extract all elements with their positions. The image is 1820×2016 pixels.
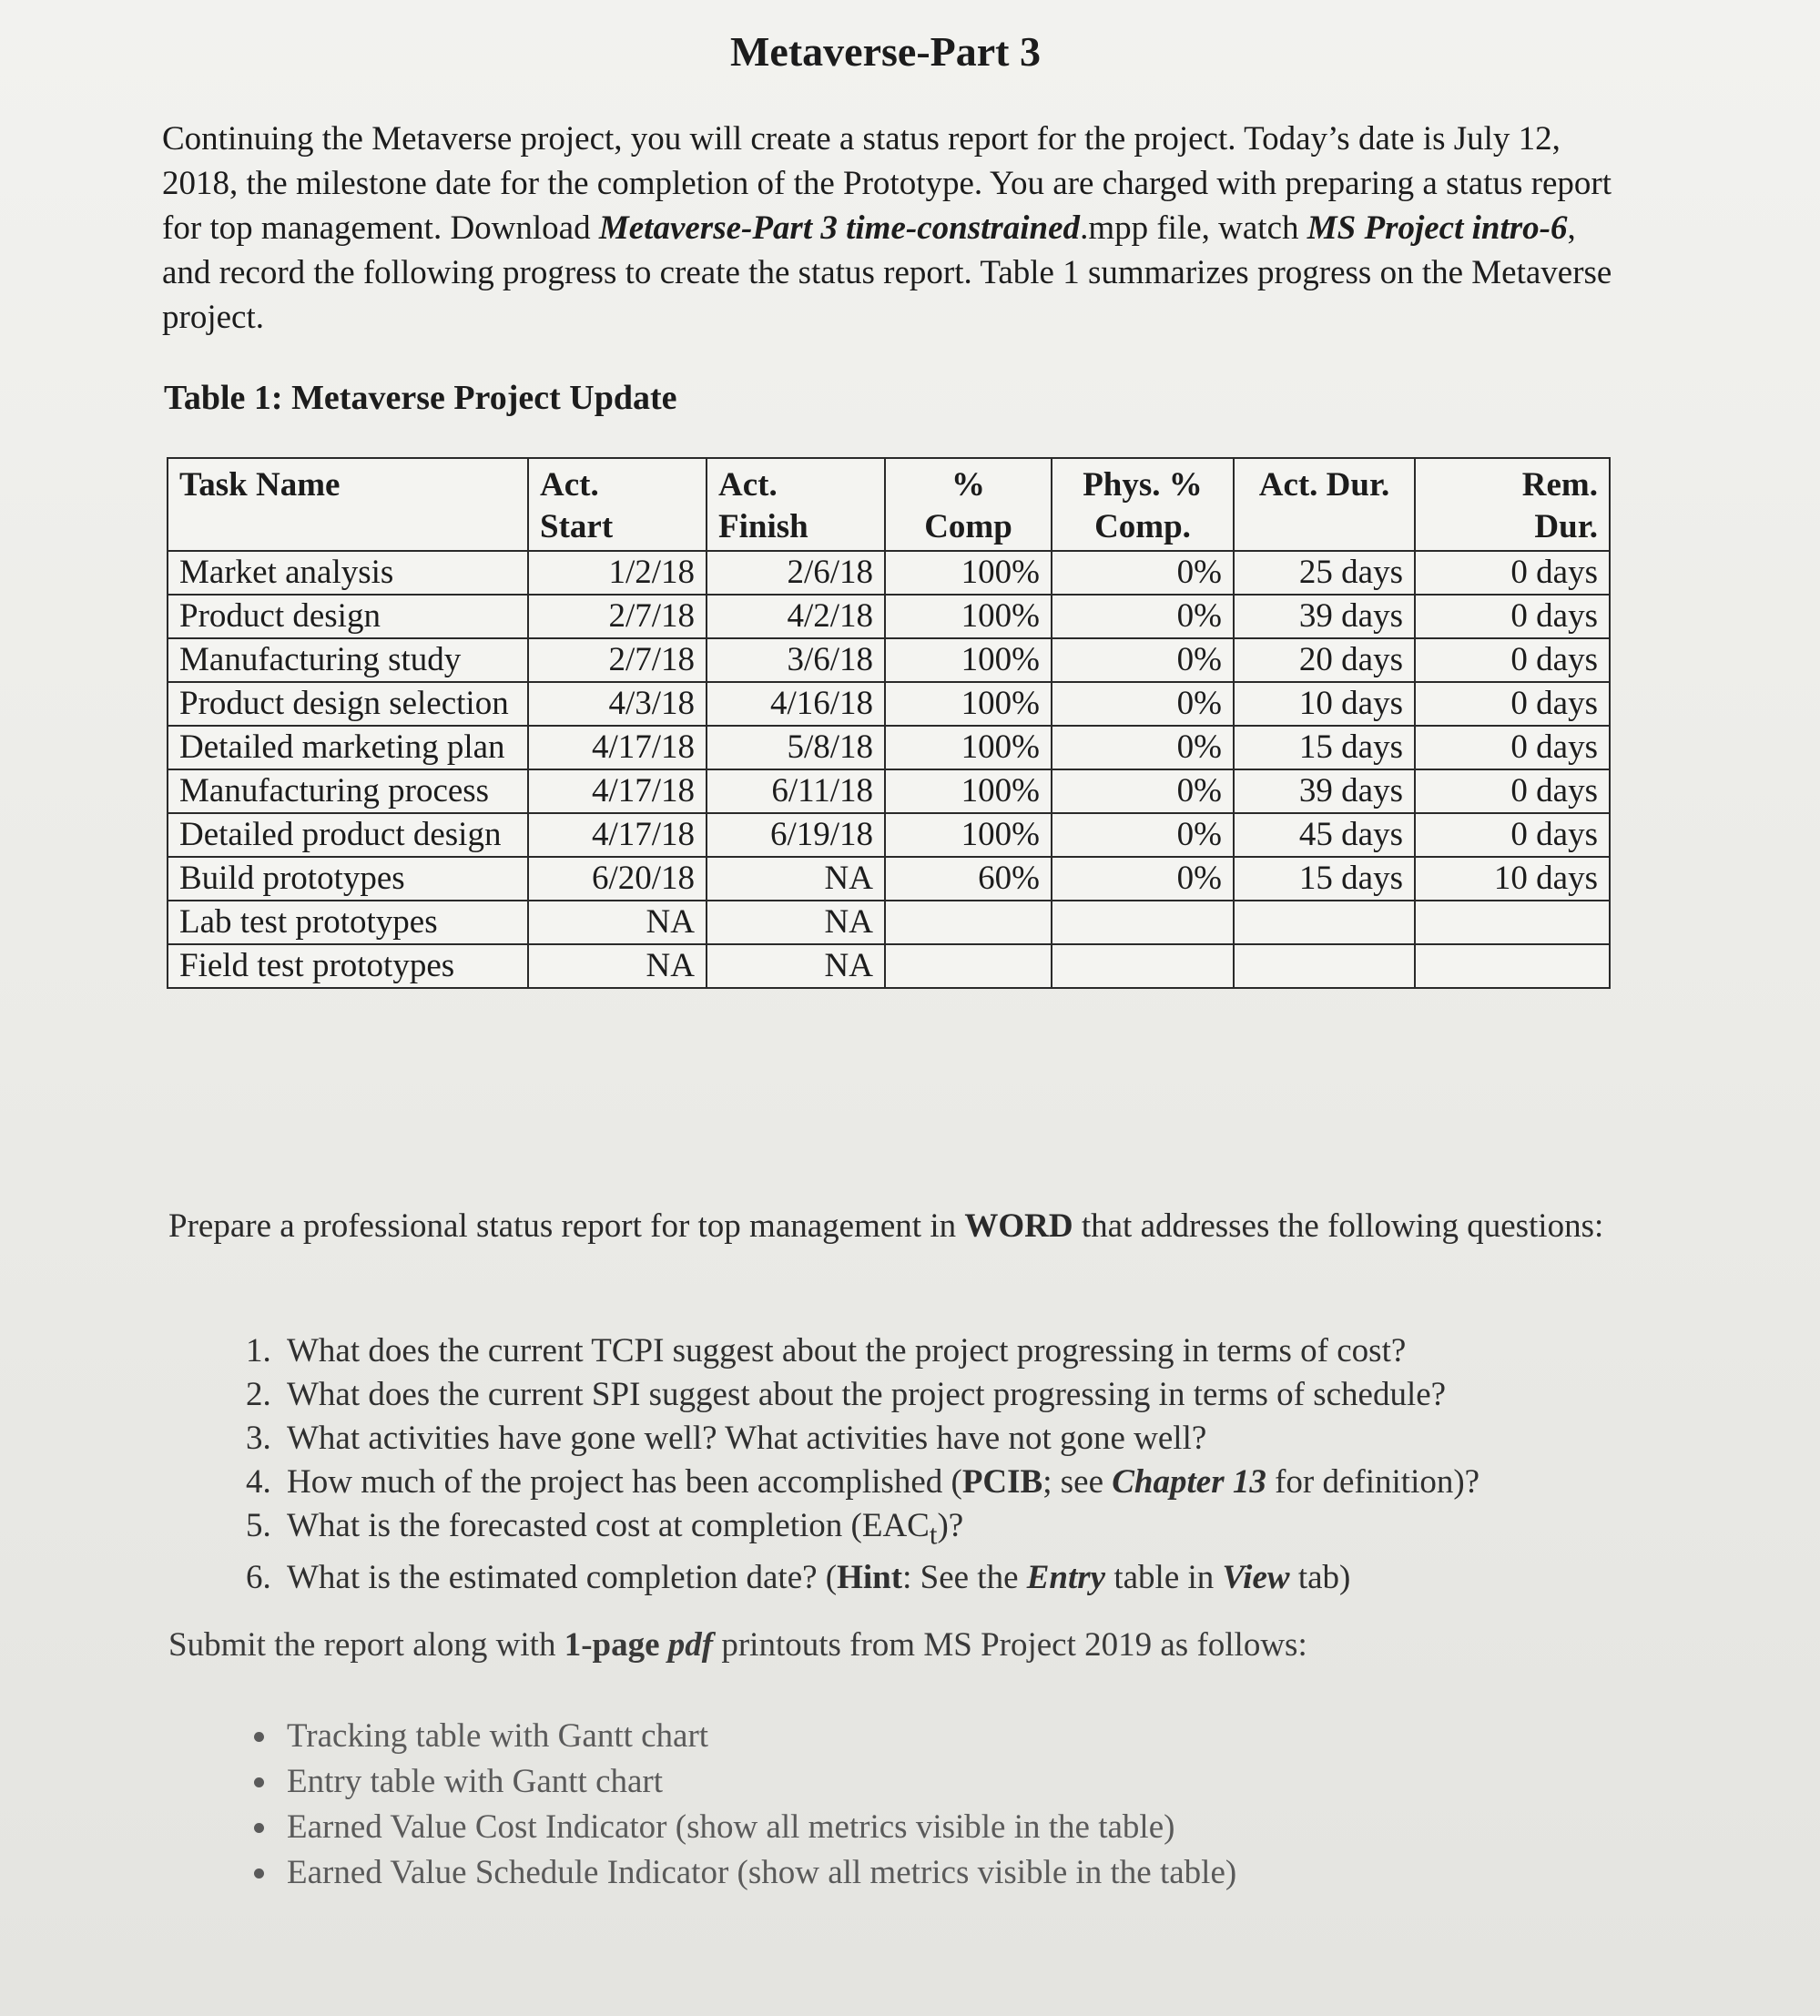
cell-rem-dur: 0 days — [1415, 595, 1610, 638]
cell-task: Field test prototypes — [168, 944, 528, 988]
cell-task: Manufacturing study — [168, 638, 528, 682]
cell-comp: 60% — [885, 857, 1052, 901]
cell-finish: 3/6/18 — [707, 638, 885, 682]
printouts-list — [214, 1714, 1700, 1896]
cell-act-dur: 25 days — [1234, 551, 1415, 595]
cell-rem-dur — [1415, 944, 1610, 988]
header-task-name: Task Name — [168, 458, 528, 551]
intro-text-1: Continuing the Metaverse project, you will create a status report for the project. Today’s date is July 12, 2018, the milestone date for the completion of the Prototype. You are charged with preparing a status report for top management. Download — [162, 120, 1612, 247]
cell-act-dur: 39 days — [1234, 595, 1415, 638]
cell-act-dur — [1234, 944, 1415, 988]
cell-act-dur — [1234, 901, 1415, 944]
cell-task: Market analysis — [168, 551, 528, 595]
question-item: 5. What is the forecasted cost at completion $(EAC_t)$? — [280, 1504, 1700, 1556]
cell-task: Detailed marketing plan — [168, 726, 528, 769]
intro-paragraph — [162, 117, 1619, 340]
cell-comp — [885, 944, 1052, 988]
question-item: 1. What does the current TCPI suggest about the project progressing in terms of cost? — [280, 1329, 1700, 1373]
printout-item: • Tracking table with Gantt chart — [280, 1714, 1700, 1759]
cell-comp: 100% — [885, 551, 1052, 595]
intro-text-3: , and record the following progress to create the status report. Table 1 summarizes progress on the Metaverse project. — [162, 209, 1612, 336]
cell-finish: 6/19/18 — [707, 813, 885, 857]
cell-finish: NA — [707, 901, 885, 944]
cell-task: Detailed product design — [168, 813, 528, 857]
cell-phys: 0% — [1052, 682, 1234, 726]
cell-task: Build prototypes — [168, 857, 528, 901]
table-row — [168, 726, 1610, 769]
cell-task: Manufacturing process — [168, 769, 528, 813]
project-update-table — [167, 457, 1611, 989]
header-act-dur: Act. Dur. — [1234, 458, 1415, 551]
cell-phys: 0% — [1052, 813, 1234, 857]
table-row — [168, 944, 1610, 988]
cell-start: 4/17/18 — [528, 813, 707, 857]
table-header-row — [168, 458, 1610, 551]
question-item: 2. What does the current SPI suggest about the project progressing in terms of schedule? — [280, 1373, 1700, 1417]
word-emphasis: WORD — [964, 1207, 1073, 1245]
table-row — [168, 551, 1610, 595]
printout-item: • Entry table with Gantt chart — [280, 1759, 1700, 1805]
cell-start: NA — [528, 944, 707, 988]
table-row — [168, 901, 1610, 944]
cell-rem-dur: 10 days — [1415, 857, 1610, 901]
cell-act-dur: 39 days — [1234, 769, 1415, 813]
cell-start: 4/17/18 — [528, 769, 707, 813]
question-item: 3. What activities have gone well? What activities have not gone well? — [280, 1417, 1700, 1461]
header-act-finish: Act. Finish — [707, 458, 885, 551]
cell-task: Product design selection — [168, 682, 528, 726]
cell-start: 1/2/18 — [528, 551, 707, 595]
question-item: 4. How much of the project has been accomplished (PCIB; see Chapter 13 for definition)? — [280, 1461, 1700, 1504]
question-item: 6. What is the estimated completion date? (Hint: See the Entry table in View tab) — [280, 1556, 1700, 1600]
cell-phys: 0% — [1052, 857, 1234, 901]
printout-item: • Earned Value Schedule Indicator (show all metrics visible in the table) — [280, 1850, 1700, 1896]
cell-rem-dur: 0 days — [1415, 813, 1610, 857]
cell-start: 2/7/18 — [528, 638, 707, 682]
cell-phys: 0% — [1052, 638, 1234, 682]
cell-finish: NA — [707, 857, 885, 901]
cell-finish: 5/8/18 — [707, 726, 885, 769]
cell-comp: 100% — [885, 769, 1052, 813]
cell-rem-dur: 0 days — [1415, 769, 1610, 813]
header-pct-comp: % Comp — [885, 458, 1052, 551]
header-phys-comp: Phys. % Comp. — [1052, 458, 1234, 551]
cell-finish: 2/6/18 — [707, 551, 885, 595]
cell-start: 6/20/18 — [528, 857, 707, 901]
cell-act-dur: 15 days — [1234, 857, 1415, 901]
cell-rem-dur: 0 days — [1415, 551, 1610, 595]
submit-paragraph: Submit the report along with 1-page pdf printouts from MS Project 2019 as follows: — [168, 1626, 1307, 1664]
cell-phys: 0% — [1052, 726, 1234, 769]
page-title: Metaverse-Part 3 — [730, 28, 1041, 75]
cell-act-dur: 20 days — [1234, 638, 1415, 682]
file-name: Metaverse-Part 3 time-constrained — [598, 209, 1081, 247]
cell-comp: 100% — [885, 638, 1052, 682]
cell-phys — [1052, 944, 1234, 988]
cell-comp: 100% — [885, 682, 1052, 726]
table-row — [168, 682, 1610, 726]
questions-list — [214, 1329, 1700, 1600]
table-caption: Table 1: Metaverse Project Update — [164, 379, 677, 417]
cell-act-dur: 15 days — [1234, 726, 1415, 769]
prepare-paragraph: Prepare a professional status report for top management in WORD that addresses the following questions: — [168, 1207, 1604, 1245]
cell-comp: 100% — [885, 813, 1052, 857]
table-row — [168, 813, 1610, 857]
cell-phys: 0% — [1052, 595, 1234, 638]
cell-rem-dur: 0 days — [1415, 638, 1610, 682]
intro-text-2: .mpp file, watch — [1080, 209, 1307, 247]
cell-start: 2/7/18 — [528, 595, 707, 638]
cell-finish: 6/11/18 — [707, 769, 885, 813]
cell-comp — [885, 901, 1052, 944]
cell-phys: 0% — [1052, 551, 1234, 595]
cell-act-dur: 45 days — [1234, 813, 1415, 857]
header-act-start: Act. Start — [528, 458, 707, 551]
video-name: MS Project intro-6 — [1307, 209, 1568, 247]
table-row — [168, 769, 1610, 813]
cell-finish: NA — [707, 944, 885, 988]
table-row — [168, 857, 1610, 901]
cell-rem-dur: 0 days — [1415, 682, 1610, 726]
cell-start: NA — [528, 901, 707, 944]
cell-phys — [1052, 901, 1234, 944]
cell-comp: 100% — [885, 726, 1052, 769]
cell-start: 4/17/18 — [528, 726, 707, 769]
cell-task: Lab test prototypes — [168, 901, 528, 944]
table-row — [168, 638, 1610, 682]
cell-comp: 100% — [885, 595, 1052, 638]
cell-finish: 4/2/18 — [707, 595, 885, 638]
cell-rem-dur: 0 days — [1415, 726, 1610, 769]
cell-phys: 0% — [1052, 769, 1234, 813]
cell-rem-dur — [1415, 901, 1610, 944]
table-row — [168, 595, 1610, 638]
cell-finish: 4/16/18 — [707, 682, 885, 726]
cell-act-dur: 10 days — [1234, 682, 1415, 726]
header-rem-dur: Rem. Dur. — [1415, 458, 1610, 551]
printout-item: • Earned Value Cost Indicator (show all metrics visible in the table) — [280, 1805, 1700, 1850]
cell-task: Product design — [168, 595, 528, 638]
cell-start: 4/3/18 — [528, 682, 707, 726]
